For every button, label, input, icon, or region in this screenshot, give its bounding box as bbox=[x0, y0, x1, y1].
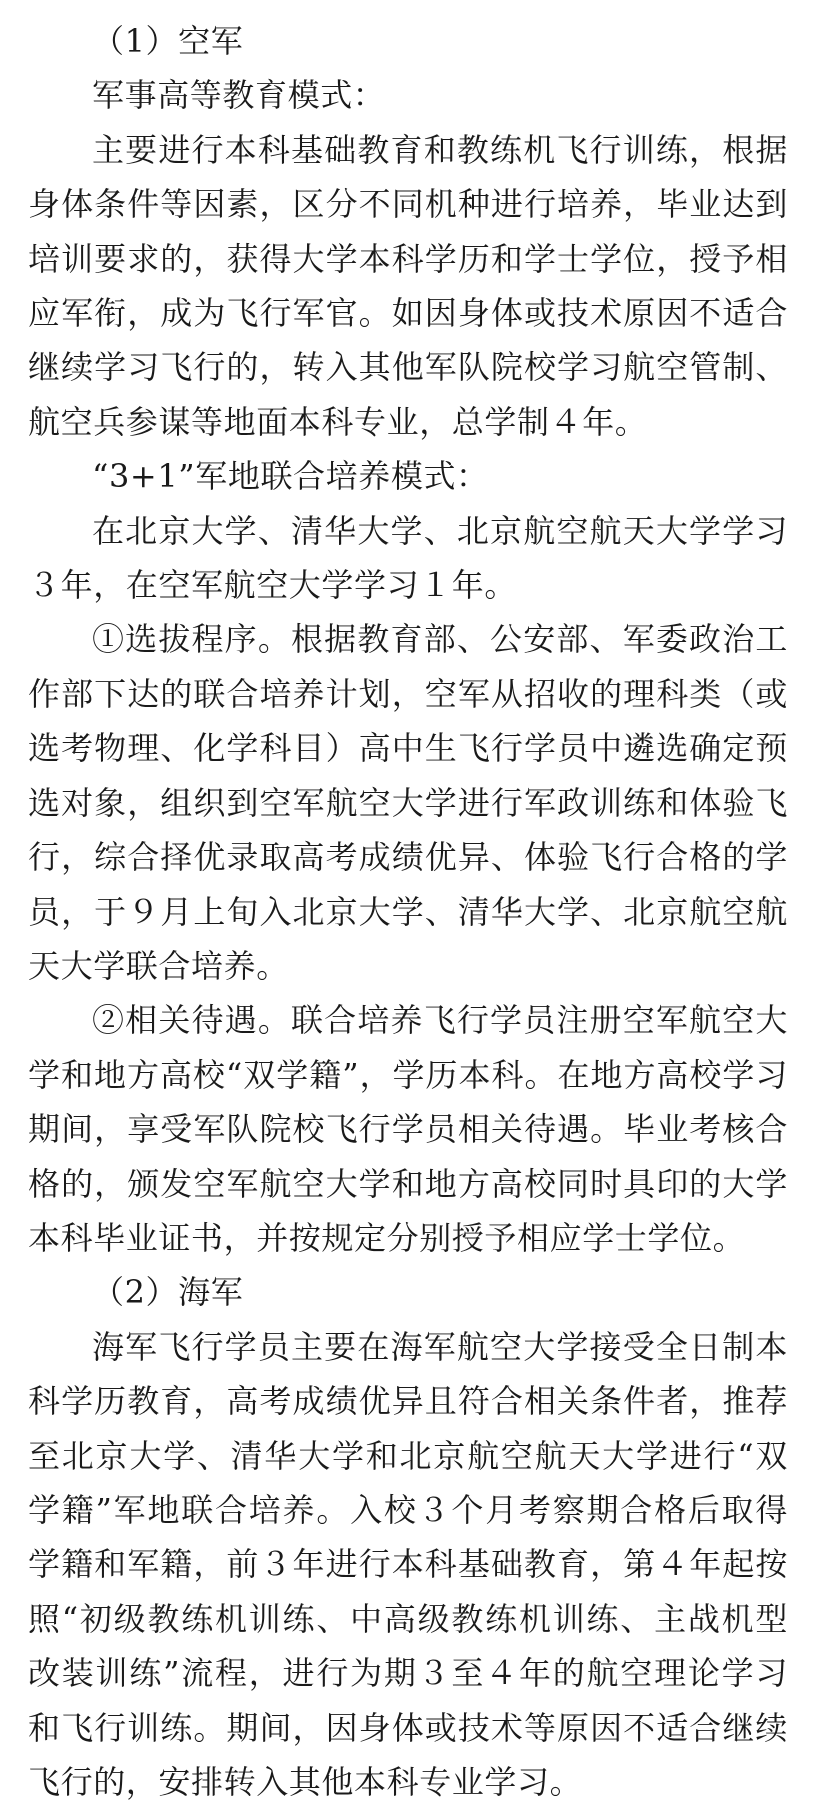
document-page bbox=[28, 14, 788, 1809]
subheading-military-mode: 军事高等教育模式： bbox=[92, 76, 386, 115]
paragraph-benefits: ②相关待遇。联合培养飞行学员注册空军航空大学和地方高校“双学籍”，学历本科。在地方高校学习期间，享受军队院校飞行学员相关待遇。毕业考核合格的，颁发空军航空大学和地方高校同时具印的大学本科毕业证书，并按规定分别授予相应学士学位。 bbox=[28, 1001, 788, 1257]
section-heading-air-force: （1）空军 bbox=[92, 22, 244, 60]
paragraph-joint-mode: 在北京大学、清华大学、北京航空航天大学学习３年，在空军航空大学学习１年。 bbox=[28, 511, 788, 605]
paragraph-selection-procedure: ①选拔程序。根据教育部、公安部、军委政治工作部下达的联合培养计划，空军从招收的理科类（或选考物理、化学科目）高中生飞行学员中遴选确定预选对象，组织到空军航空大学进行军政训练和体验飞行，综合择优录取高考成绩优异、体验飞行合格的学员，于９月上旬入北京大学、清华大学、北京航空航天大学联合培养。 bbox=[28, 620, 788, 985]
section-heading-navy: （2）海军 bbox=[92, 1273, 244, 1312]
paragraph-navy: 海军飞行学员主要在海军航空大学接受全日制本科学历教育，高考成绩优异且符合相关条件者，推荐至北京大学、清华大学和北京航空航天大学进行“双学籍”军地联合培养。入校３个月考察期合格后取得学籍和军籍，前３年进行本科基础教育，第４年起按照“初级教练机训练、中高级教练机训练、主战机型改装训练”流程，进行为期３至４年的航空理论学习和飞行训练。期间，因身体或技术等原因不适合继续飞行的，安排转入其他本科专业学习。 bbox=[28, 1327, 788, 1801]
subheading-joint-mode: “3+1”军地联合培养模式： bbox=[92, 457, 489, 496]
paragraph-military-mode: 主要进行本科基础教育和教练机飞行训练，根据身体条件等因素，区分不同机种进行培养，毕业达到培训要求的，获得大学本科学历和学士学位，授予相应军衔，成为飞行军官。如因身体或技术原因不适合继续学习飞行的，转入其他军队院校学习航空管制、航空兵参谋等地面本科专业，总学制４年。 bbox=[28, 130, 788, 441]
